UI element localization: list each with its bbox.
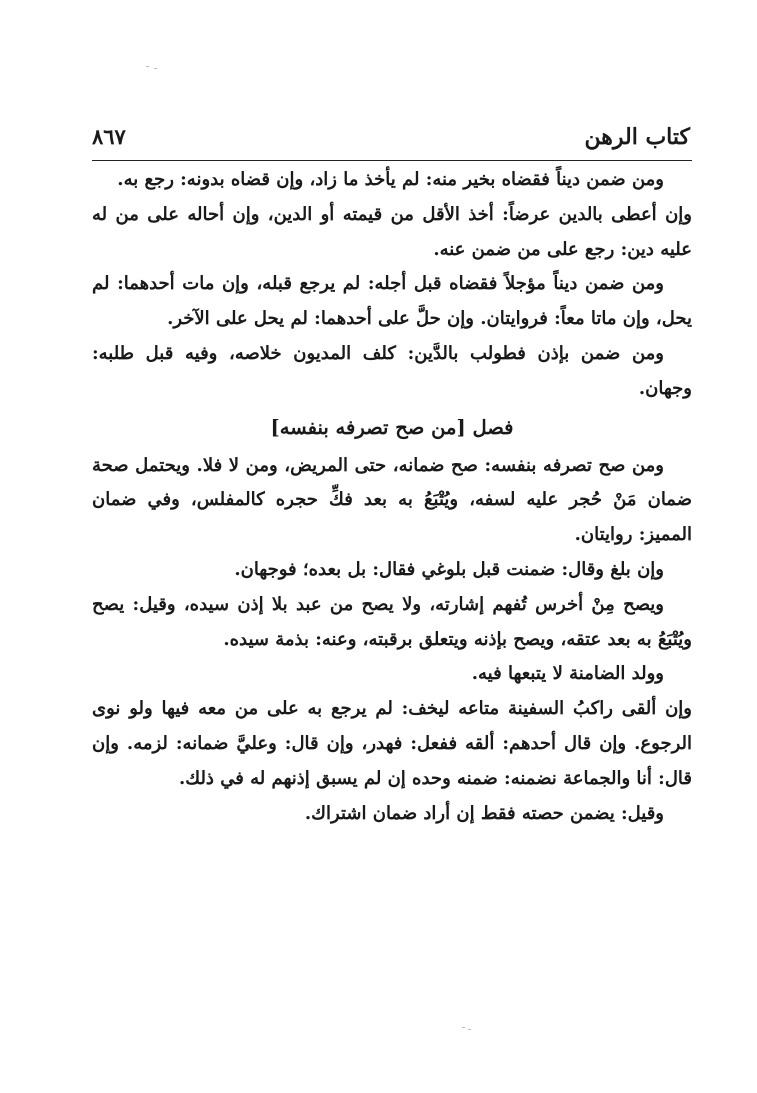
paragraph: وإن أعطى بالدين عرضاً: أخذ الأقل من قيمته أو الدين، وإن أحاله على من له عليه دين: رجع على من ضمن عنه.	[92, 203, 692, 260]
paragraph: وإن بلغ وقال: ضمنت قبل بلوغي فقال: بل بعده؛ فوجهان.	[234, 558, 664, 580]
paragraph: وولد الضامنة لا يتبعها فيه.	[471, 663, 664, 685]
scan-speck	[468, 1029, 471, 1030]
running-header	[92, 120, 690, 160]
scan-speck	[462, 1027, 465, 1028]
body-text	[92, 163, 692, 831]
header-title: كتاب الرهن	[584, 124, 690, 150]
paragraph: ومن ضمن ديناً مؤجلاً فقضاه قبل أجله: لم يرجع قبله، وإن مات أحدهما: لم يحل، وإن ماتا معاً: فروايتان. وإن حلَّ على أحدهما: لم يحل على الآخر.	[92, 273, 692, 330]
paragraph: ومن ضمن بإذن فطولب بالدَّين: كلف المديون خلاصه، وفيه قبل طلبه: وجهان.	[92, 342, 692, 399]
section-heading: فصل [من صح تصرفه بنفسه]	[270, 415, 514, 439]
paragraph: ومن صح تصرفه بنفسه: صح ضمانه، حتى المريض، ومن لا فلا. ويحتمل صحة ضمان مَنْ حُجر عليه لسفه، ويُتْبَعُ به بعد فكِّ حجره كالمفلس، وفي ضمان المميز: روايتان.	[92, 454, 692, 546]
paragraph: وقيل: يضمن حصته فقط إن أراد ضمان اشتراك.	[304, 802, 664, 824]
paragraph: ويصح مِنْ أخرس تُفهم إشارته، ولا يصح من عبد بلا إذن سيده، وقيل: يصح ويُتْبَعُ به بعد عتقه، ويصح بإذنه ويتعلق برقبته، وعنه: بذمة سيده.	[92, 593, 692, 650]
paragraph: ومن ضمن ديناً فقضاه بخير منه: لم يأخذ ما زاد، وإن قضاه بدونه: رجع به.	[117, 169, 664, 190]
scan-speck	[146, 66, 149, 67]
header-rule	[92, 160, 692, 161]
scan-speck	[154, 68, 157, 69]
paragraph: وإن ألقى راكبُ السفينة متاعه ليخف: لم يرجع به على من معه فيها ولو نوى الرجوع. وإن قال أحدهم: ألقه ففعل: فهدر، وإن قال: وعليَّ ضمانه: لزمه. وإن قال: أنا والجماعة نضمنه: ضمنه وحده إن لم يسبق إذنهم له في ذلك.	[92, 698, 692, 789]
page-number: ٨٦٧	[92, 124, 126, 149]
